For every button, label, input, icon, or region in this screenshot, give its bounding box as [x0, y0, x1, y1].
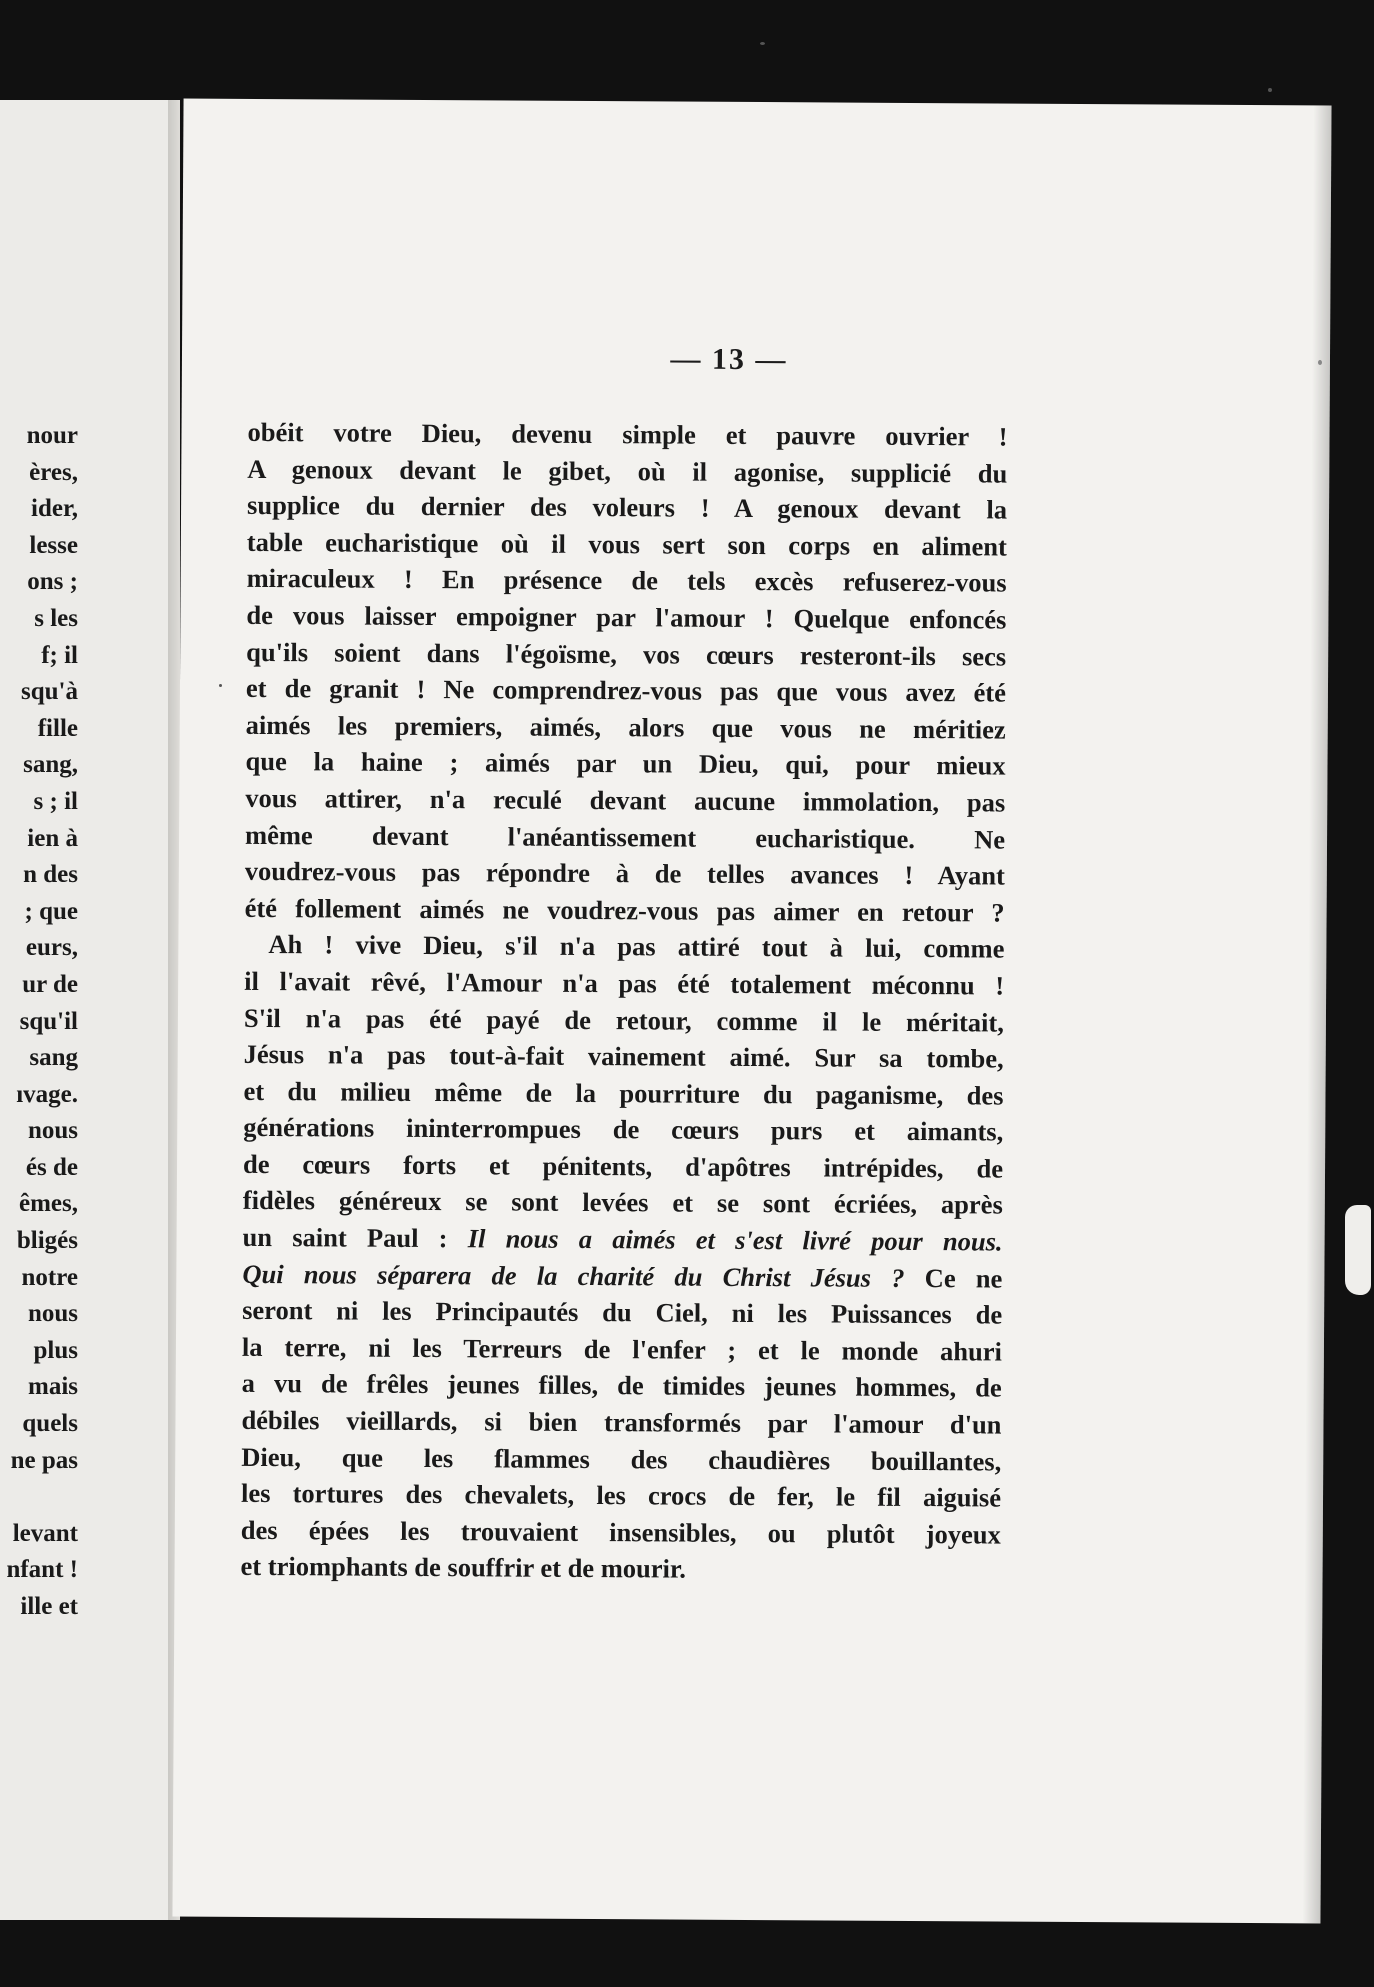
text-line: seront ni les Principautés du Ciel, ni les Puissances de [242, 1295, 1003, 1330]
left-line: s les [34, 604, 78, 632]
text-line: obéit votre Dieu, devenu simple et pauvre ouvrier ! [247, 416, 1008, 452]
right-page [172, 99, 1331, 1924]
left-line: ider, [31, 495, 78, 523]
text-line: Jésus n'a pas tout-à-fait vainement aimé. Sur sa tombe, [243, 1038, 1004, 1074]
line-start: un saint Paul : [242, 1221, 448, 1254]
text-line: fidèles généreux se sont levées et se sont écriées, après [242, 1185, 1003, 1221]
left-line: ur de [22, 970, 78, 998]
left-line: bligés [16, 1227, 78, 1255]
left-line: ons ; [27, 568, 78, 596]
text-line: et de granit ! Ne comprendrez-vous pas que vous avez été [245, 673, 1007, 708]
text-line: des épées les trouvaient insensibles, ou plutôt joyeux [240, 1514, 1001, 1550]
text-line: la terre, ni les Terreurs de l'enfer ; et le monde ahuri [241, 1331, 1003, 1367]
text-line: et triomphants de souffrir et de mourir. [240, 1551, 686, 1585]
left-line: êmes, [19, 1190, 78, 1218]
text-line: et du milieu même de la pourriture du paganisme, des [243, 1075, 1004, 1111]
text-line: été follement aimés ne voudrez-vous pas aimer en retour ? [244, 892, 1005, 928]
text-line-with-italic [242, 1219, 1002, 1260]
left-line: ères, [29, 458, 78, 486]
text-line: Ah ! vive Dieu, s'il n'a pas attiré tout à lui, comme [268, 929, 1005, 964]
text-line: vous attirer, n'a reculé devant aucune immolation, pas [245, 782, 1006, 818]
dust-speck [1268, 88, 1272, 92]
left-line: ıvage. [16, 1080, 78, 1108]
scan-artifact [1345, 1205, 1371, 1295]
left-line: levant [12, 1519, 78, 1547]
text-line: de cœurs forts et pénitents, d'apôtres intrépides, de [242, 1148, 1004, 1184]
left-line: fille [37, 714, 78, 742]
text-line: voudrez-vous pas répondre à de telles avances ! Ayant [244, 856, 1005, 891]
text-line: il l'avait rêvé, l'Amour n'a pas été totalement méconnu ! [244, 965, 1005, 1001]
left-line: squ'il [19, 1007, 78, 1035]
left-line: lesse [29, 531, 78, 559]
left-line: ille et [20, 1593, 78, 1620]
left-line: squ'à [21, 678, 78, 706]
text-line: de vous laisser empoigner par l'amour ! Quelque enfoncés [246, 599, 1007, 635]
left-line: plus [33, 1336, 78, 1364]
left-line: s ; il [33, 787, 78, 815]
left-line: sang, [23, 751, 78, 779]
left-line: mais [28, 1373, 78, 1401]
left-page-text-column [6, 418, 78, 1626]
left-line: nfant ! [6, 1556, 78, 1584]
left-line: quels [22, 1410, 78, 1438]
left-line: ien à [27, 824, 78, 852]
text-line: les tortures des chevalets, les crocs de fer, le fil aiguisé [240, 1478, 1002, 1513]
left-line: nour [26, 422, 78, 449]
text-line: A genoux devant le gibet, où il agonise, supplicié du [247, 453, 1008, 489]
text-line: débiles vieillards, si bien transformés par l'amour d'un [241, 1404, 1002, 1440]
text-line: supplice du dernier des voleurs ! A genoux devant la [246, 490, 1008, 525]
left-line: és de [25, 1153, 78, 1181]
left-line: f; il [41, 641, 78, 669]
italic-quote: Il nous a aimés et s'est livré pour nous. [467, 1223, 1003, 1257]
text-line: qu'ils soient dans l'égoïsme, vos cœurs resteront-ils secs [246, 636, 1007, 672]
text-line: a vu de frêles jeunes filles, de timides jeunes hommes, de [241, 1368, 1002, 1403]
text-line: table eucharistique où il vous sert son corps en aliment [246, 526, 1007, 562]
line-end: Ce ne [924, 1262, 1003, 1294]
left-line: notre [21, 1263, 78, 1291]
dust-speck [1318, 360, 1322, 365]
text-line: que la haine ; aimés par un Dieu, qui, pour mieux [245, 746, 1006, 781]
left-line: ; que [24, 897, 78, 925]
italic-quote: Qui nous séparera de la charité du Christ Jésus ? [242, 1258, 905, 1293]
text-line: S'il n'a pas été payé de retour, comme il le méritait, [243, 1002, 1005, 1038]
text-line: même devant l'anéantissement eucharistique. Ne [244, 819, 1006, 855]
left-line: nous [27, 1300, 78, 1328]
left-line [6, 1479, 78, 1516]
left-page-fragment [0, 100, 172, 1920]
text-line: aimés les premiers, aimés, alors que vous ne méritiez [245, 709, 1006, 745]
dust-speck [760, 42, 765, 45]
page-number: — 13 — [670, 342, 788, 377]
left-line: sang [29, 1044, 78, 1072]
left-line: ne pas [10, 1446, 78, 1474]
dust-speck [219, 684, 222, 687]
text-line: générations ininterrompues de cœurs purs et aimants, [243, 1112, 1004, 1147]
body-text [240, 414, 1007, 1590]
text-line: Dieu, que les flammes des chaudières bouillantes, [241, 1441, 1002, 1477]
left-line: nous [27, 1117, 78, 1145]
text-line-with-italic [242, 1256, 1002, 1297]
left-line: n des [23, 861, 78, 889]
left-line: eurs, [25, 934, 78, 962]
text-line: miraculeux ! En présence de tels excès refuserez-vous [246, 563, 1007, 598]
